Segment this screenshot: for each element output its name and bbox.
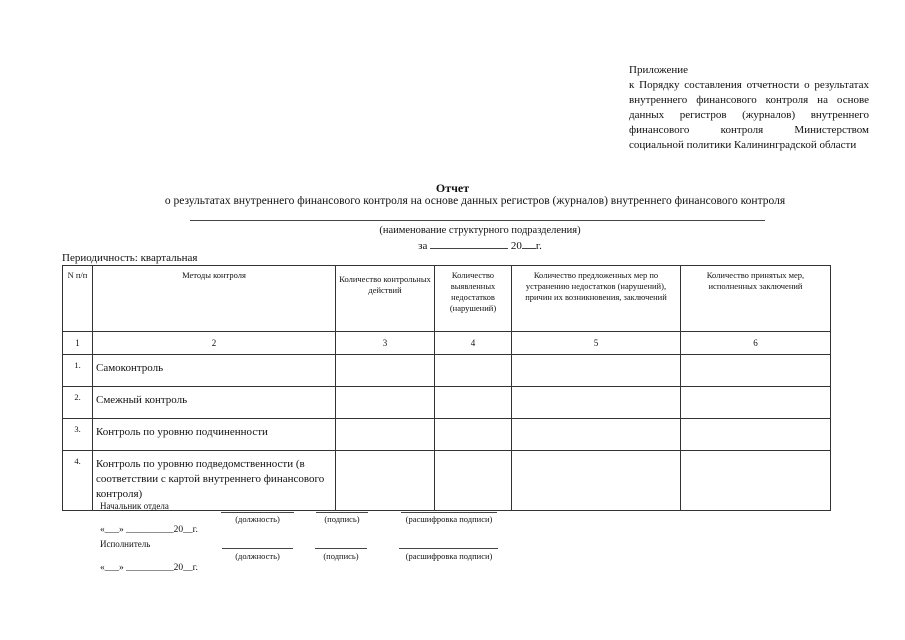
column-number: 5 bbox=[512, 332, 681, 355]
header-proposed-measures: Количество предложенных мер по устранению недостатков (нарушений), причин их возникновения, заключений bbox=[512, 266, 681, 332]
cell-deficiencies[interactable] bbox=[435, 419, 512, 451]
head-position-line bbox=[221, 512, 294, 513]
executor-signature-line bbox=[315, 548, 367, 549]
head-date-line: «___» __________20__г. bbox=[100, 525, 198, 535]
period-prefix: за bbox=[418, 240, 428, 252]
table-row bbox=[63, 419, 831, 451]
periodicity: Периодичность: квартальная bbox=[62, 252, 198, 264]
row-method: Контроль по уровню подведомственности (в соответствии с картой внутреннего финансового контроля) bbox=[93, 451, 336, 511]
year-blank bbox=[522, 238, 536, 249]
header-deficiencies: Количество выявленных недостатков (нарушений) bbox=[435, 266, 512, 332]
cell-actions[interactable] bbox=[336, 355, 435, 387]
cell-proposed-measures[interactable] bbox=[512, 355, 681, 387]
column-number: 3 bbox=[336, 332, 435, 355]
cell-accepted-measures[interactable] bbox=[681, 419, 831, 451]
head-position-caption: (должность) bbox=[235, 514, 280, 524]
row-number: 3. bbox=[63, 419, 93, 451]
head-of-department-label: Начальник отдела bbox=[100, 501, 169, 511]
unit-name-line bbox=[190, 220, 765, 221]
cell-actions[interactable] bbox=[336, 419, 435, 451]
column-number-row bbox=[63, 332, 831, 355]
executor-decoding-caption: (расшифровка подписи) bbox=[405, 551, 493, 561]
column-number: 6 bbox=[681, 332, 831, 355]
cell-actions[interactable] bbox=[336, 451, 435, 511]
head-signature-line bbox=[316, 512, 368, 513]
head-signature-caption: (подпись) bbox=[324, 514, 360, 524]
report-subtitle: о результатах внутреннего финансового контроля на основе данных регистров (журналов) внутреннего финансового контроля bbox=[164, 195, 786, 207]
column-number: 4 bbox=[435, 332, 512, 355]
report-title: Отчет bbox=[435, 181, 470, 195]
cell-proposed-measures[interactable] bbox=[512, 387, 681, 419]
cell-deficiencies[interactable] bbox=[435, 451, 512, 511]
executor-signature-caption: (подпись) bbox=[323, 551, 359, 561]
executor-position-line bbox=[222, 548, 293, 549]
head-decoding-caption: (расшифровка подписи) bbox=[405, 514, 493, 524]
appendix-text: к Порядку составления отчетности о результатах внутреннего финансового контроля на основе данных регистров (журналов) внутреннего финансового контроля Министерством социальной политики Калининградской области bbox=[629, 79, 869, 151]
column-number: 2 bbox=[93, 332, 336, 355]
row-method: Смежный контроль bbox=[93, 387, 336, 419]
unit-name-caption: (наименование структурного подразделения) bbox=[379, 225, 581, 236]
row-number: 4. bbox=[63, 451, 93, 511]
period-blank bbox=[430, 238, 508, 249]
cell-accepted-measures[interactable] bbox=[681, 451, 831, 511]
appendix-block bbox=[629, 63, 869, 153]
period-year: 20 bbox=[510, 240, 522, 252]
cell-accepted-measures[interactable] bbox=[681, 355, 831, 387]
executor-label: Исполнитель bbox=[100, 539, 151, 549]
cell-proposed-measures[interactable] bbox=[512, 451, 681, 511]
head-decoding-line bbox=[401, 512, 497, 513]
header-accepted-measures: Количество принятых мер, исполненных заключений bbox=[681, 266, 831, 332]
row-number: 1. bbox=[63, 355, 93, 387]
cell-accepted-measures[interactable] bbox=[681, 387, 831, 419]
table-header-row bbox=[63, 266, 831, 332]
column-number: 1 bbox=[63, 332, 93, 355]
header-methods: Методы контроля bbox=[93, 266, 336, 332]
row-number: 2. bbox=[63, 387, 93, 419]
executor-decoding-line bbox=[399, 548, 498, 549]
cell-actions[interactable] bbox=[336, 387, 435, 419]
period-suffix: г. bbox=[535, 240, 542, 252]
table-row bbox=[63, 451, 831, 511]
report-period bbox=[340, 238, 620, 252]
cell-proposed-measures[interactable] bbox=[512, 419, 681, 451]
appendix-label: Приложение bbox=[629, 64, 689, 76]
executor-position-caption: (должность) bbox=[235, 551, 280, 561]
row-method: Контроль по уровню подчиненности bbox=[93, 419, 336, 451]
cell-deficiencies[interactable] bbox=[435, 387, 512, 419]
header-number: N п/п bbox=[63, 266, 93, 332]
table-row bbox=[63, 355, 831, 387]
table-row bbox=[63, 387, 831, 419]
row-method: Самоконтроль bbox=[93, 355, 336, 387]
header-actions: Количество контрольных действий bbox=[336, 266, 435, 332]
executor-date-line: «___» __________20__г. bbox=[100, 563, 198, 573]
cell-deficiencies[interactable] bbox=[435, 355, 512, 387]
report-table bbox=[62, 265, 831, 511]
